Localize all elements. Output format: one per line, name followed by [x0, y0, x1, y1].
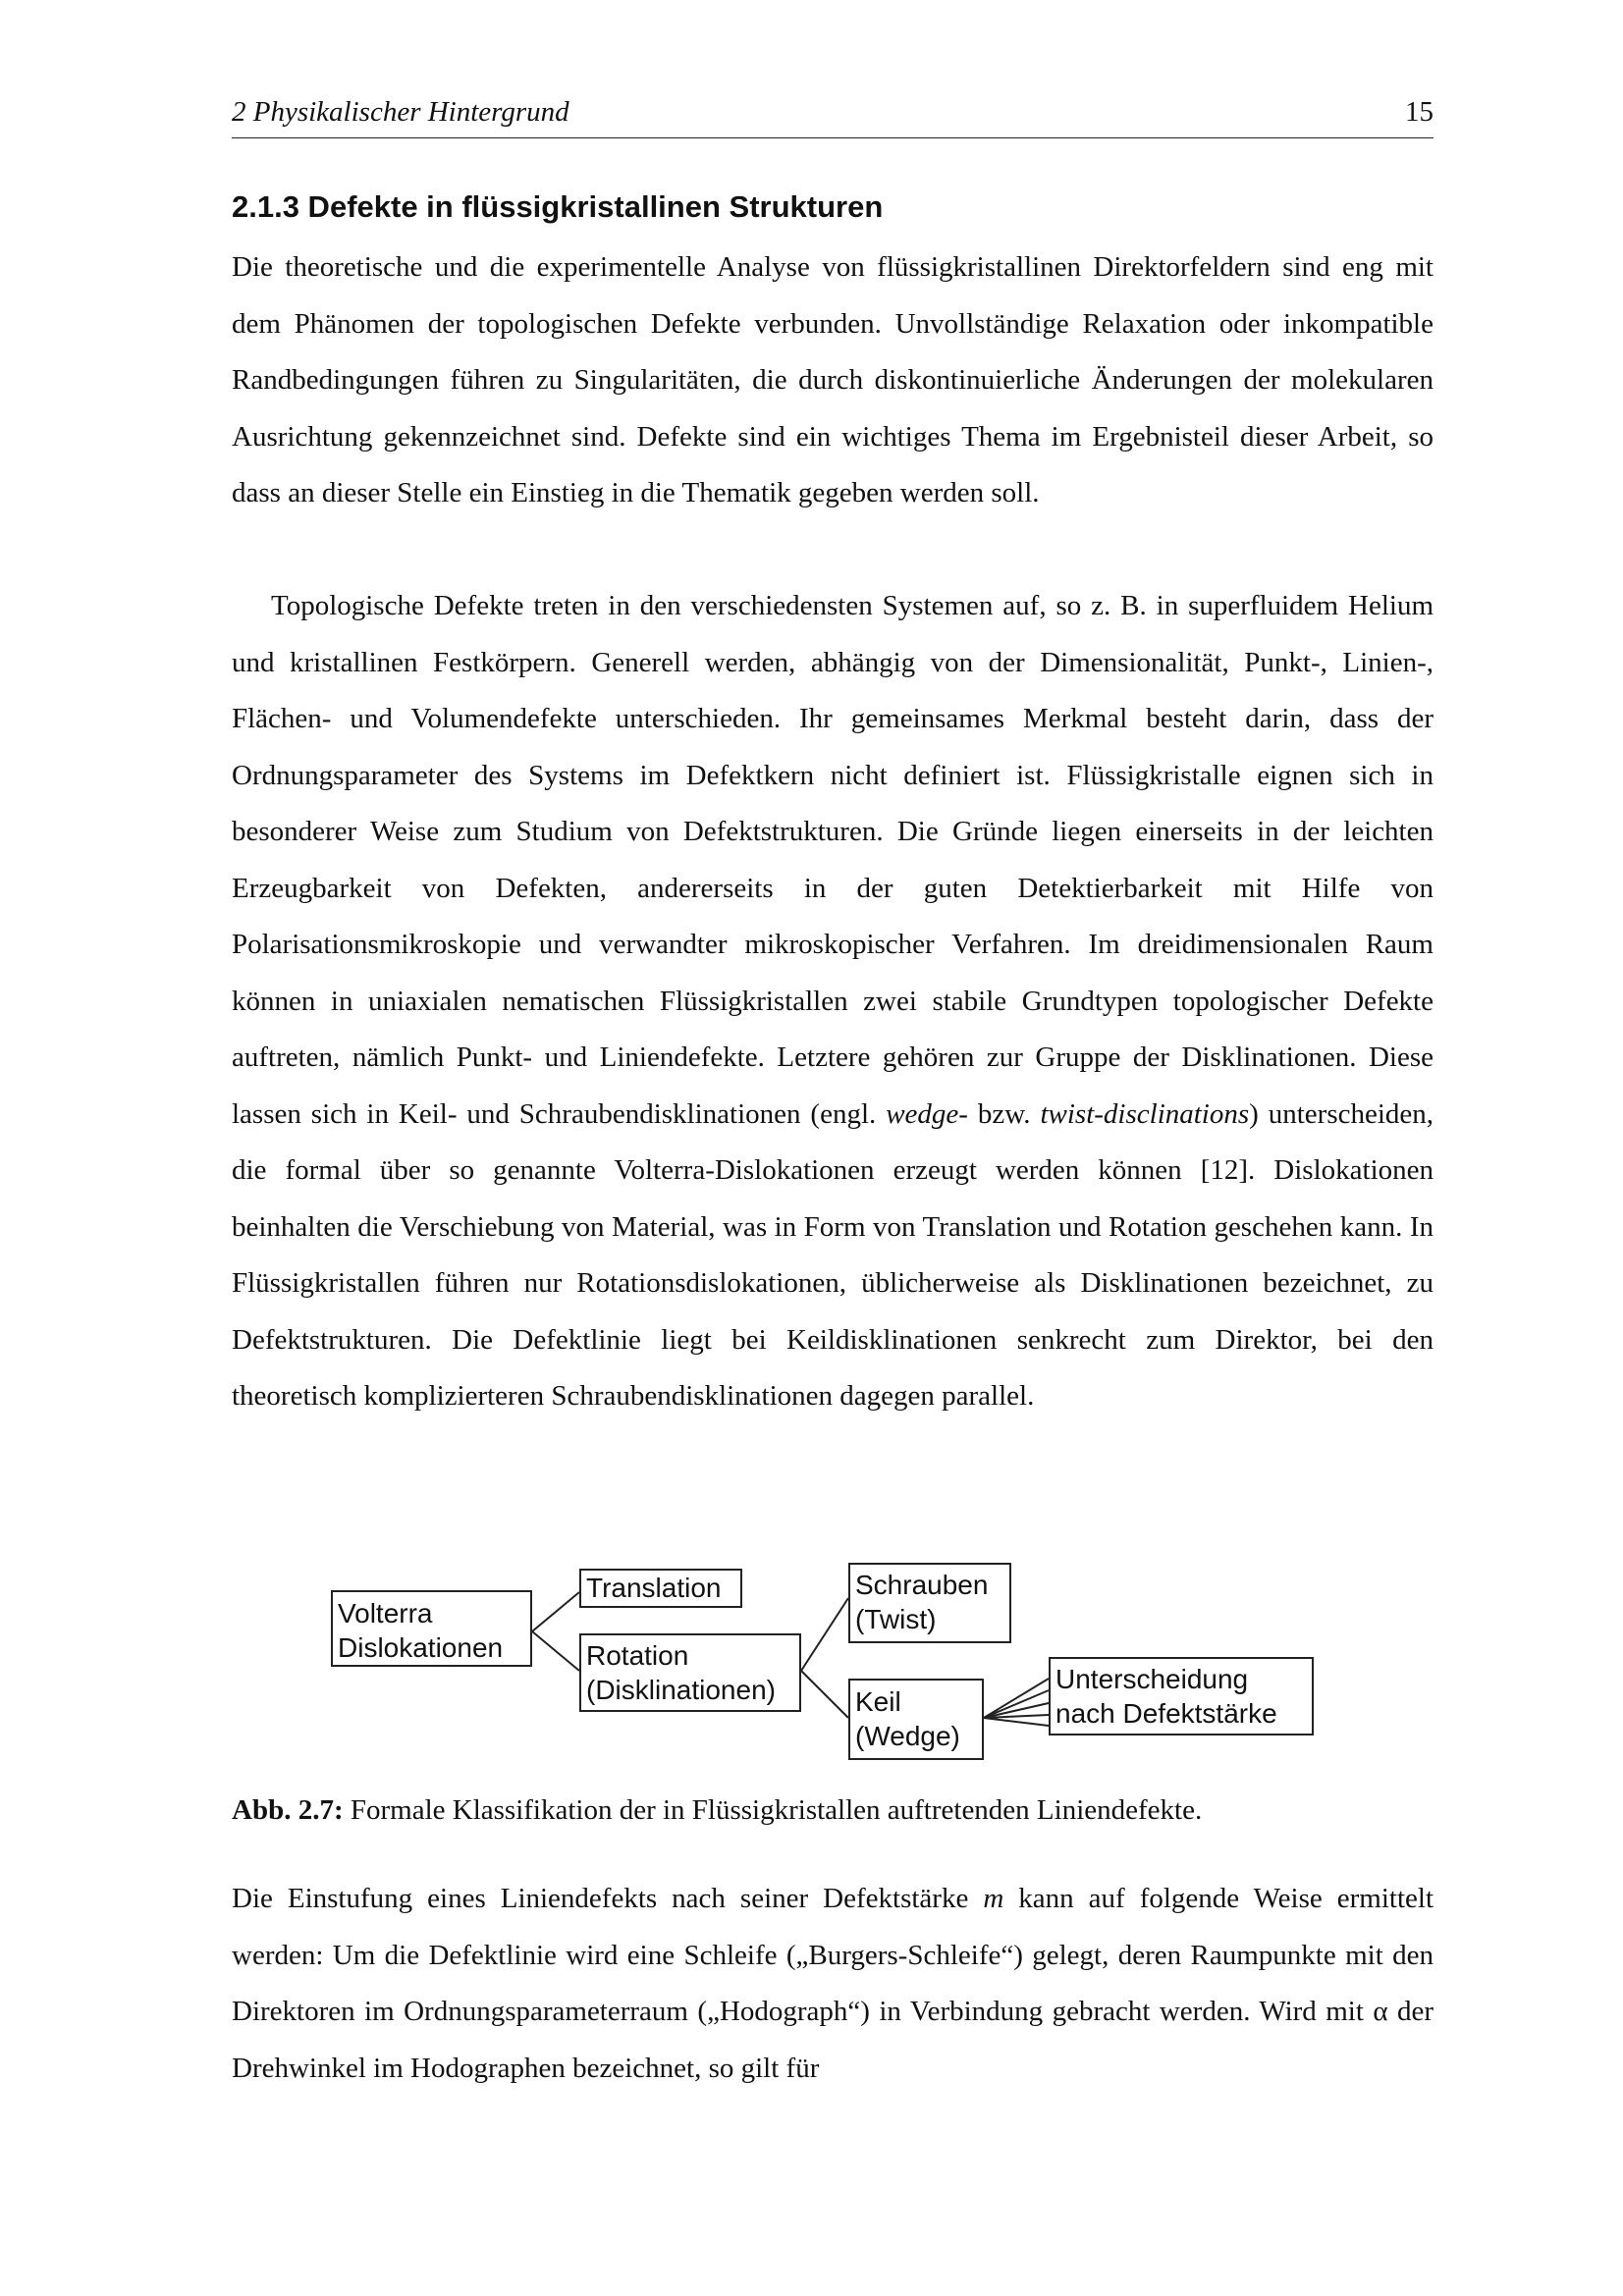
section-heading: 2.1.3 Defekte in flüssigkristallinen Strukturen: [232, 189, 884, 224]
box-schrauben-twist: [848, 1563, 1011, 1643]
box-unterscheidung-defektstaerke: [1049, 1657, 1314, 1735]
p3-symbol-alpha: α: [1373, 1996, 1388, 2027]
classification-diagram: [324, 1561, 1335, 1777]
p2-text-b: ) unterscheiden, die formal über so genannte Volterra-Dislokationen erzeugt werden können [12]. Dislokationen beinhalten die Verschiebung von Material, was in Form von Translation und Rotation geschehen kann. In Flüssigkristallen führen nur Rotationsdislokationen, üblicherweise als Disklinationen bezeichnet, zu Defektstrukturen. Die Defektlinie liegt bei Keildisklinationen senkrecht zum Direktor, bei den theoretisch komplizierteren Schraubendisklinationen dagegen parallel.: [232, 1097, 1434, 1412]
caption-text: Formale Klassifikation der in Flüssigkristallen auftretenden Liniendefekte.: [350, 1794, 1203, 1826]
p3-symbol-m: m: [983, 1883, 1004, 1914]
box-schrauben-line1: Schrauben: [855, 1570, 989, 1600]
caption-label: Abb. 2.7:: [232, 1794, 344, 1826]
connector-rotation-schrauben: [801, 1598, 848, 1671]
paragraph-topological-defects: [232, 578, 1434, 1425]
paragraph-defect-strength: [232, 1871, 1434, 2097]
box-translation: [579, 1569, 742, 1608]
box-rotation: [579, 1633, 801, 1712]
p2-bzw: bzw.: [977, 1097, 1031, 1130]
p2-term-twist: twist-disclinations: [1040, 1097, 1250, 1130]
p2-text-a: Topologische Defekte treten in den verschiedensten Systemen auf, so z. B. in superfluidem Helium und kristallinen Festkörpern. Generell werden, abhängig von der Dimensionalität, Punkt-, Linien-, Flächen- und Volumendefekte unterschieden. Ihr gemeinsames Merkmal besteht darin, dass der Ordnungsparameter des Systems im Defektkern nicht definiert ist. Flüssigkristalle eignen sich in besonderer Weise zum Studium von Defektstrukturen. Die Gründe liegen einerseits in der leichten Erzeugbarkeit von Defekten, andererseits in der guten Detektierbarkeit mit Hilfe von Polarisationsmikroskopie und verwandter mikroskopischer Verfahren. Im dreidimensionalen Raum können in uniaxialen nematischen Flüssigkristallen zwei stabile Grundtypen topologischer Defekte auftreten, nämlich Punkt- und Liniendefekte. Letztere gehören zur Gruppe der Disklinationen. Diese lassen sich in Keil- und Schraubendisklinationen (engl.: [232, 590, 1434, 1130]
box-rotation-line1: Rotation: [586, 1640, 689, 1671]
running-header: [232, 96, 1434, 138]
connector-keil-unterscheidung-1: [984, 1679, 1049, 1718]
box-unterscheidung-line1: Unterscheidung: [1055, 1664, 1249, 1694]
box-translation-line1: Translation: [586, 1573, 722, 1603]
box-keil-wedge: [848, 1679, 984, 1760]
connector-volterra-translation: [532, 1592, 579, 1631]
p3-text-a: Die Einstufung eines Liniendefekts nach seiner Defektstärke: [232, 1883, 969, 1914]
p3-text-c: der Drehwinkel im Hodographen bezeichnet, so gilt für: [232, 1996, 1434, 2084]
box-keil-line2: (Wedge): [855, 1721, 960, 1751]
figure-caption: [232, 1794, 1202, 1827]
chapter-title: 2 Physikalischer Hintergrund: [232, 96, 569, 128]
connector-keil-unterscheidung-2: [984, 1690, 1049, 1718]
p2-term-wedge: wedge-: [886, 1097, 968, 1130]
box-volterra-line2: Dislokationen: [338, 1632, 504, 1663]
box-schrauben-line2: (Twist): [855, 1604, 937, 1634]
box-unterscheidung-line2: nach Defektstärke: [1055, 1698, 1277, 1729]
connector-volterra-rotation: [532, 1631, 579, 1671]
box-rotation-line2: (Disklinationen): [586, 1675, 776, 1705]
connector-keil-unterscheidung-5: [984, 1718, 1049, 1726]
p3-text-b: kann auf folgende Weise ermittelt werden: Um die Defektlinie wird eine Schleife („Burgers-Schleife“) gelegt, deren Raumpunkte mit den Direktoren im Ordnungsparameterraum („Hodograph“) in Verbindung gebracht werden. Wird mit: [232, 1883, 1434, 2027]
box-keil-line1: Keil: [855, 1686, 901, 1717]
paragraph-defects-intro: Die theoretische und die experimentelle Analyse von flüssigkristallinen Direktorfeldern sind eng mit dem Phänomen der topologischen Defekte verbunden. Unvollständige Relaxation oder inkompatible Randbedingungen führen zu Singularitäten, die durch diskontinuierliche Änderungen der molekularen Ausrichtung gekennzeichnet sind. Defekte sind ein wichtiges Thema im Ergebnisteil dieser Arbeit, so dass an dieser Stelle ein Einstieg in die Thematik gegeben werden soll.: [232, 251, 1434, 508]
page-number: 15: [1405, 96, 1434, 128]
connector-rotation-keil: [801, 1671, 848, 1718]
box-volterra-dislokationen: [331, 1590, 532, 1667]
box-volterra-line1: Volterra: [338, 1598, 433, 1629]
